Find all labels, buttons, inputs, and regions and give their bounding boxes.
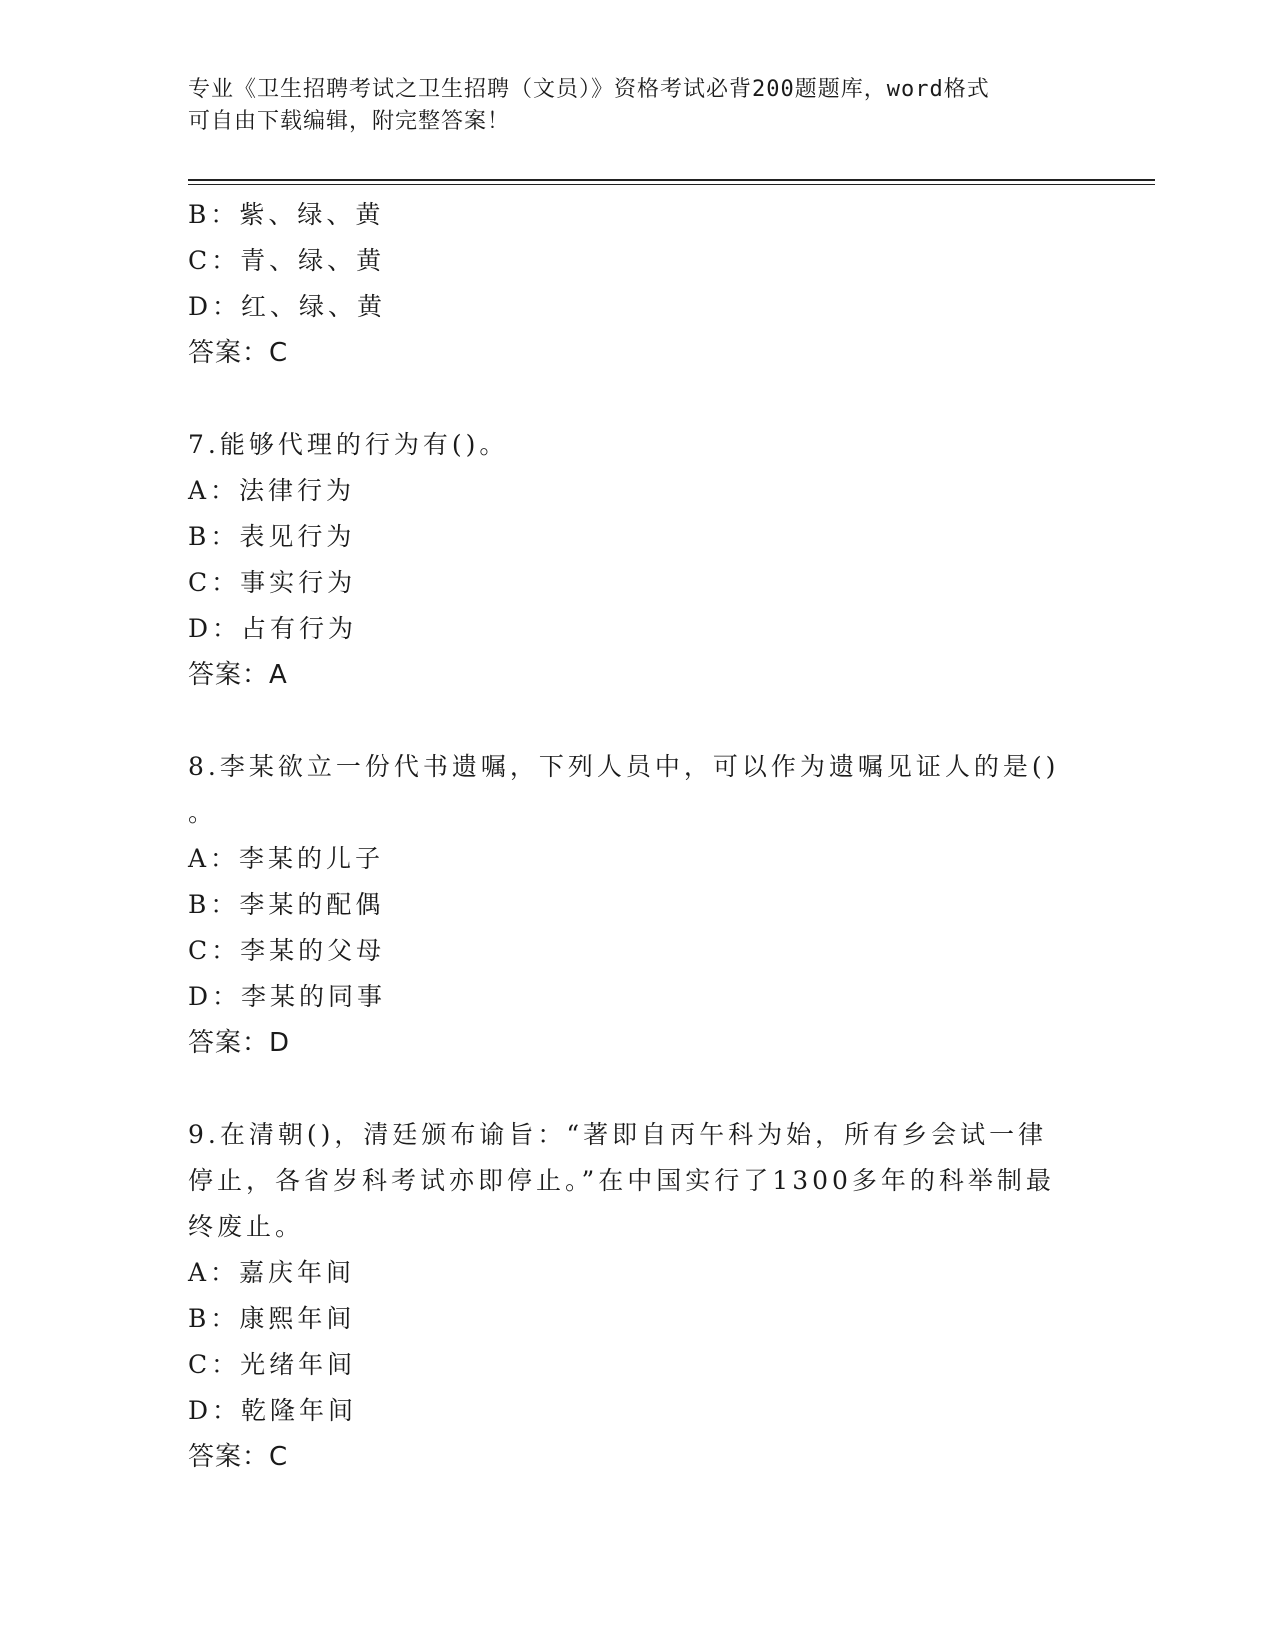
document-header <box>188 74 1068 138</box>
answer: 答案：A <box>188 660 288 690</box>
spacer <box>188 376 1088 422</box>
option-c: C：青、绿、黄 <box>188 246 386 275</box>
question-9 <box>188 1112 1088 1480</box>
option-a: A：李某的儿子 <box>188 844 385 873</box>
option-a: A：嘉庆年间 <box>188 1258 356 1287</box>
header-divider-thick <box>188 179 1155 181</box>
option-c: C：光绪年间 <box>188 1350 357 1379</box>
answer: 答案：C <box>188 1442 289 1472</box>
option-d: D：李某的同事 <box>188 982 387 1011</box>
question-stem-line-1: 9.在清朝()，清廷颁布谕旨：“著即自丙午科为始，所有乡会试一律 <box>188 1120 1048 1149</box>
option-a: A：法律行为 <box>188 476 356 505</box>
question-stem-line-2: 。 <box>188 798 218 827</box>
question-list <box>188 192 1088 1480</box>
spacer <box>188 698 1088 744</box>
question-7 <box>188 422 1088 698</box>
option-c: C：事实行为 <box>188 568 357 597</box>
option-b: B：李某的配偶 <box>188 890 385 919</box>
header-divider-thin <box>188 184 1155 185</box>
option-b: B：表见行为 <box>188 522 356 551</box>
header-title-line-1: 专业《卫生招聘考试之卫生招聘（文员）》资格考试必背200题题库，word格式 <box>188 77 990 102</box>
question-stem-line-2: 停止，各省岁科考试亦即停止。”在中国实行了1300多年的科举制最 <box>188 1166 1055 1195</box>
option-d: D：占有行为 <box>188 614 358 643</box>
question-stem: 7.能够代理的行为有()。 <box>188 430 509 459</box>
option-b: B：康熙年间 <box>188 1304 356 1333</box>
question-6 <box>188 192 1088 376</box>
option-d: D：乾隆年间 <box>188 1396 358 1425</box>
option-c: C：李某的父母 <box>188 936 386 965</box>
question-stem-line-3: 终废止。 <box>188 1212 305 1241</box>
option-b: B：紫、绿、黄 <box>188 200 385 229</box>
answer: 答案：C <box>188 338 289 368</box>
question-stem-line-1: 8.李某欲立一份代书遗嘱，下列人员中，可以作为遗嘱见证人的是() <box>188 752 1060 781</box>
option-d: D：红、绿、黄 <box>188 292 387 321</box>
question-8 <box>188 744 1088 1066</box>
answer: 答案：D <box>188 1028 291 1058</box>
spacer <box>188 1066 1088 1112</box>
header-title-line-2: 可自由下载编辑，附完整答案！ <box>188 109 511 134</box>
